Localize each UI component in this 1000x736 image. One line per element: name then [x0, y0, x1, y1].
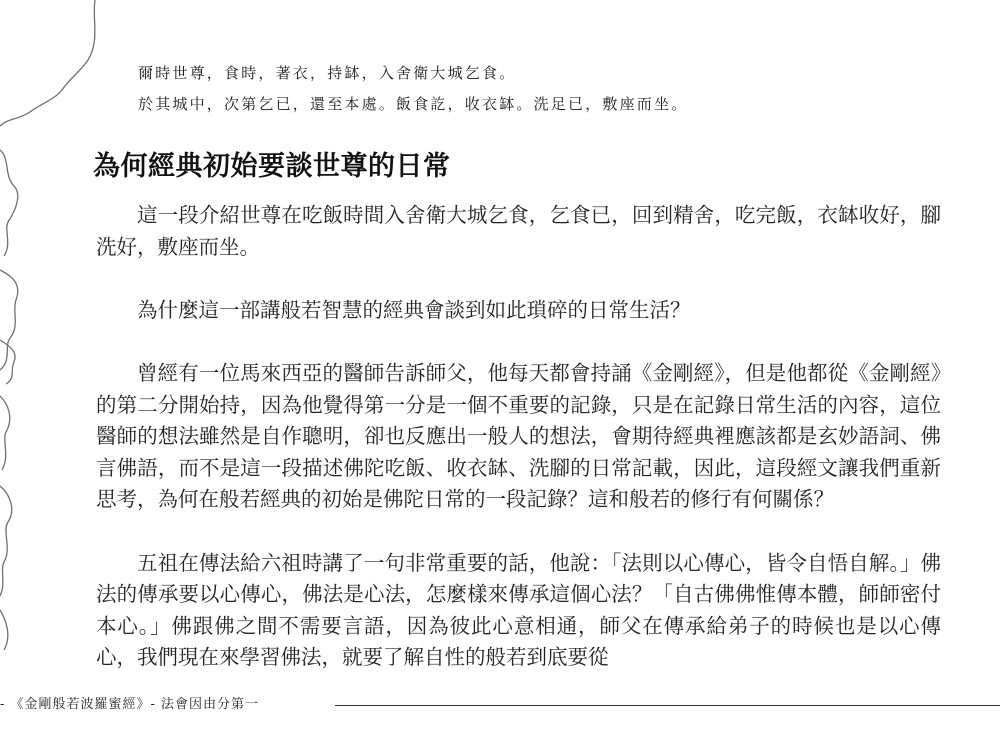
- sutra-quote: [138, 58, 688, 120]
- footer-rule: [335, 705, 1000, 706]
- section-heading: 為何經典初始要談世尊的日常: [93, 151, 451, 182]
- sutra-line-2: 於其城中，次第乞已，還至本處。飯食訖，收衣缽。洗足已，敷座而坐。: [138, 95, 689, 113]
- paragraph: 這一段介紹世尊在吃飯時間入舍衛大城乞食，乞食已，回到精舍，吃完飯，衣缽收好，腳洗好，敷座而坐。: [96, 203, 941, 259]
- body-text: [96, 200, 941, 706]
- paragraph: 為什麼這一部講般若智慧的經典會談到如此瑣碎的日常生活？: [137, 297, 691, 322]
- paragraph: 五祖在傳法給六祖時講了一句非常重要的話，他說：「法則以心傳心，皆令自悟自解。」佛法的傳承要以心傳心，佛法是心法，怎麼樣來傳承這個心法？「自古佛佛惟傳本體，師師密付本心。」佛跟佛之間不需要言語，因為彼此心意相通，師父在傳承給弟子的時候也是以心傳心，我們現在來學習佛法，就要了解自性的般若到底要從: [96, 550, 941, 670]
- sutra-line-1: 爾時世尊，食時，著衣，持缽，入舍衛大城乞食。: [138, 64, 517, 82]
- running-footer: - 《金剛般若波羅蜜經》- 法會因由分第一: [0, 697, 260, 712]
- paragraph: 曾經有一位馬來西亞的醫師告訴師父，他每天都會持誦《金剛經》，但是他都從《金剛經》的第二分開始持，因為他覺得第一分是一個不重要的記錄，只是在記錄日常生活的內容，這位醫師的想法雖然是自作聰明，卻也反應出一般人的想法，會期待經典裡應該都是玄妙語詞、佛言佛語，而不是這一段描述佛陀吃飯、收衣缽、洗腳的日常記載，因此，這段經文讓我們重新思考，為何在般若經典的初始是佛陀日常的一段記錄？這和般若的修行有何關係？: [96, 360, 941, 512]
- decorative-edge-outline: [0, 0, 110, 690]
